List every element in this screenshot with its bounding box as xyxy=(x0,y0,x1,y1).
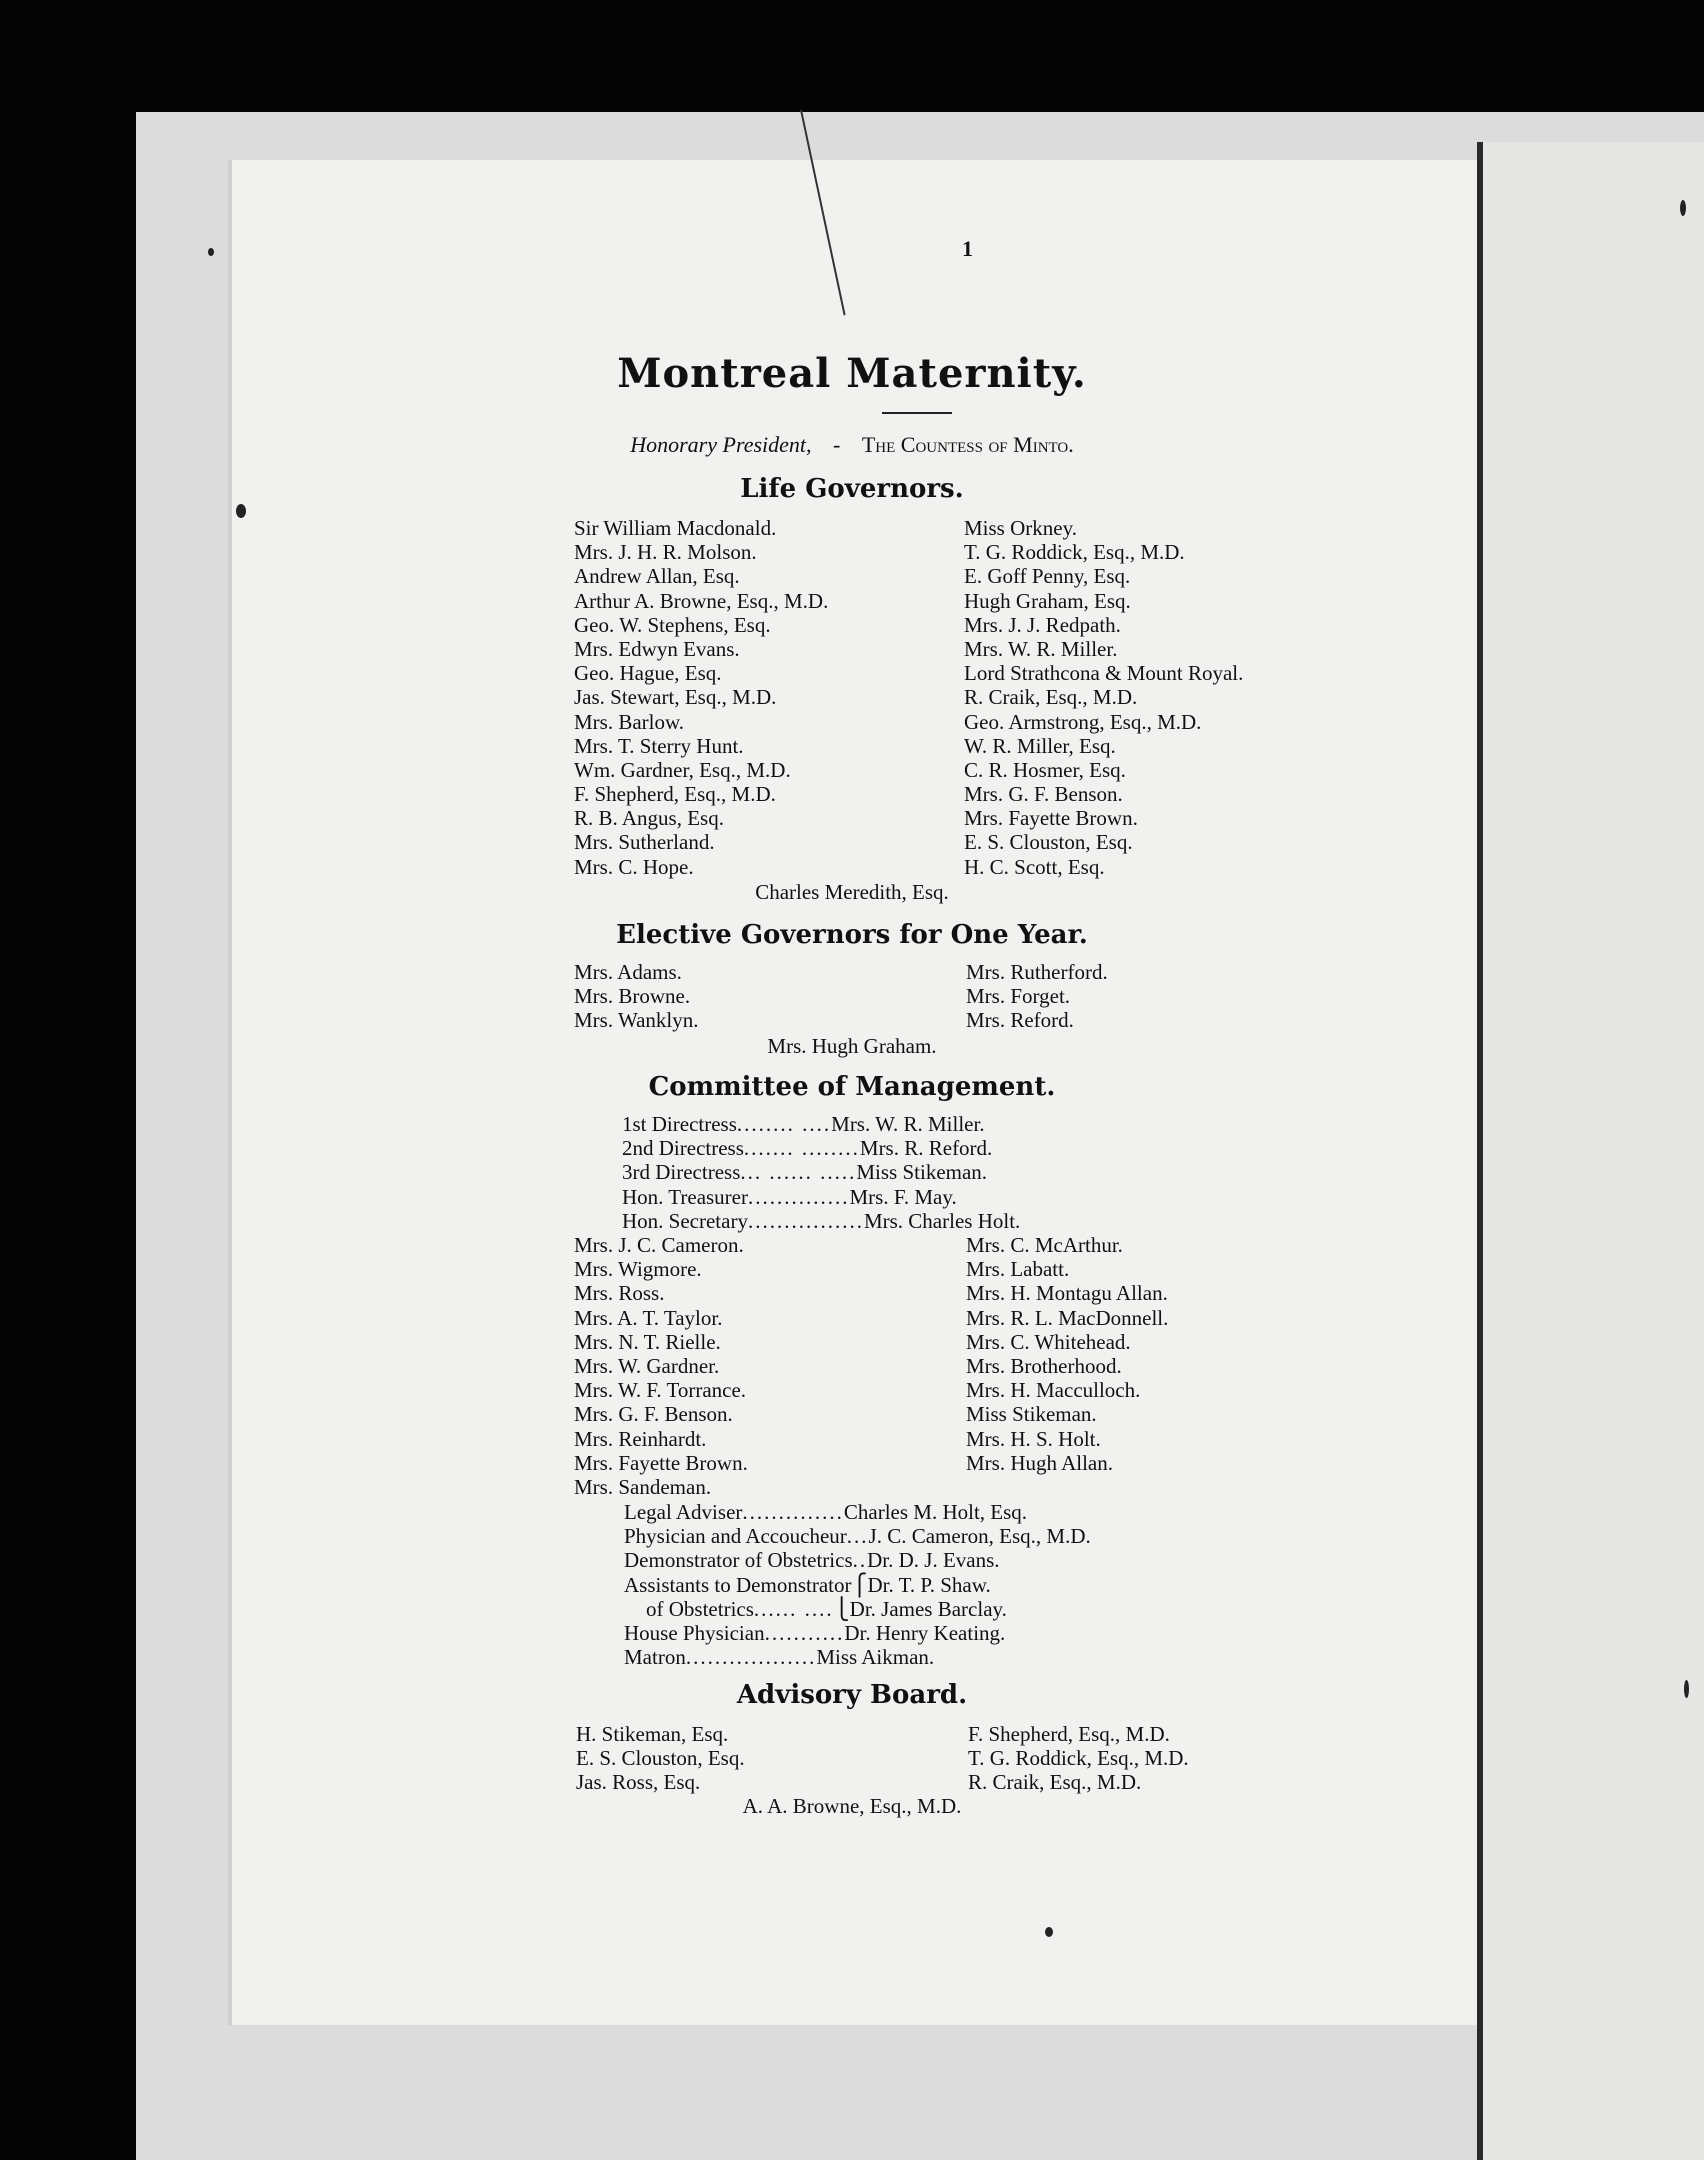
list-item: Mrs. Sandeman. xyxy=(574,1474,712,1499)
list-item: Mrs. H. S. Holt. xyxy=(966,1426,1101,1451)
officer-role: 2nd Directress xyxy=(622,1136,744,1161)
staff-name: Dr. D. J. Evans. xyxy=(867,1548,1000,1573)
page-title: Montreal Maternity. xyxy=(617,350,1087,397)
leader-dots: .............. xyxy=(748,1184,850,1209)
list-item: Mrs. J. J. Redpath. xyxy=(964,612,1121,637)
list-item: Mrs. Labatt. xyxy=(966,1257,1070,1282)
list-item: Mrs. W. R. Miller. xyxy=(964,636,1118,661)
page-mark: 1 xyxy=(962,236,973,261)
list-item: Mrs. H. Montagu Allan. xyxy=(966,1281,1168,1306)
advisory-board-left-list xyxy=(576,1722,745,1795)
list-item: Mrs. C. McArthur. xyxy=(966,1233,1123,1257)
list-item: Geo. W. Stephens, Esq. xyxy=(574,612,771,637)
officer-name: Mrs. R. Reford. xyxy=(859,1136,993,1161)
list-item: Mrs. T. Sterry Hunt. xyxy=(574,733,744,758)
advisory-board-right-list xyxy=(968,1722,1189,1795)
list-item: Miss Stikeman. xyxy=(966,1402,1097,1427)
list-item: Miss Orkney. xyxy=(964,516,1077,540)
leader-dots: .............. xyxy=(742,1500,844,1524)
leader-dots: ...... .... xyxy=(753,1596,834,1621)
officer-name: Mrs. F. May. xyxy=(849,1184,957,1209)
list-item: Mrs. G. F. Benson. xyxy=(574,1402,733,1427)
list-item: Mrs. Fayette Brown. xyxy=(964,806,1138,831)
committee-staff xyxy=(624,1500,1091,1669)
officer-role: 3rd Directress xyxy=(622,1160,741,1185)
committee-left-list xyxy=(574,1233,748,1499)
list-item: R. B. Angus, Esq. xyxy=(574,806,724,831)
list-item: Geo. Hague, Esq. xyxy=(574,661,722,686)
list-item: Mrs. Sutherland. xyxy=(574,830,715,855)
list-item: Mrs. Hugh Allan. xyxy=(966,1450,1113,1475)
staff-row xyxy=(624,1645,1091,1669)
list-item: Mrs. Wigmore. xyxy=(574,1257,702,1282)
officer-row xyxy=(622,1209,1020,1233)
list-item: Hugh Graham, Esq. xyxy=(964,588,1131,613)
list-item: Mrs. W. Gardner. xyxy=(574,1353,720,1378)
staff-name: Dr. James Barclay. xyxy=(849,1596,1007,1621)
list-item: T. G. Roddick, Esq., M.D. xyxy=(968,1746,1189,1771)
staff-role: Demonstrator of Obstetrics xyxy=(624,1548,853,1573)
elective-governors-left-list xyxy=(574,960,699,1033)
officer-row xyxy=(622,1185,1020,1209)
officer-role: Hon. Secretary xyxy=(622,1208,748,1233)
life-governors-centered-name: Charles Meredith, Esq. xyxy=(755,880,949,904)
list-item: Mrs. H. Macculloch. xyxy=(966,1378,1141,1403)
title-rule xyxy=(882,412,952,414)
leader-dots: ................ xyxy=(747,1208,864,1233)
life-governors-left-list xyxy=(574,516,828,879)
list-item: Mrs. Fayette Brown. xyxy=(574,1450,748,1475)
leader-dots: .. xyxy=(852,1548,868,1573)
list-item: Wm. Gardner, Esq., M.D. xyxy=(574,757,791,782)
list-item: H. C. Scott, Esq. xyxy=(964,854,1105,879)
scan-speck xyxy=(1045,1927,1053,1937)
staff-role: Assistants to Demonstrator xyxy=(624,1572,852,1597)
staff-name: Charles M. Holt, Esq. xyxy=(843,1500,1028,1524)
list-item: C. R. Hosmer, Esq. xyxy=(964,757,1126,782)
staff-role: House Physician xyxy=(624,1620,765,1645)
honorary-president-line xyxy=(0,432,1704,458)
staff-role: Physician and Accoucheur xyxy=(624,1524,847,1549)
staff-role: of Obstetrics xyxy=(646,1596,754,1621)
officer-name: Miss Stikeman. xyxy=(856,1160,988,1185)
staff-row xyxy=(624,1548,1091,1572)
list-item: Mrs. J. C. Cameron. xyxy=(574,1233,744,1257)
list-item: Jas. Stewart, Esq., M.D. xyxy=(574,685,777,710)
scan-speck xyxy=(1680,200,1686,216)
staff-name: Miss Aikman. xyxy=(816,1645,935,1670)
leader-dots: ........ .... xyxy=(736,1112,832,1136)
list-item: Mrs. Browne. xyxy=(574,984,691,1009)
list-item: F. Shepherd, Esq., M.D. xyxy=(968,1722,1170,1746)
elective-governors-right-list xyxy=(966,960,1108,1033)
list-item: Mrs. Forget. xyxy=(966,984,1071,1009)
list-item: Mrs. N. T. Rielle. xyxy=(574,1329,721,1354)
list-item: Mrs. Wanklyn. xyxy=(574,1008,699,1033)
staff-row xyxy=(624,1500,1091,1524)
officer-row xyxy=(622,1112,1020,1136)
list-item: R. Craik, Esq., M.D. xyxy=(964,685,1138,710)
list-item: Mrs. Rutherford. xyxy=(966,960,1108,984)
list-item: R. Craik, Esq., M.D. xyxy=(968,1770,1142,1795)
honorary-president-separator: - xyxy=(833,432,841,457)
list-item: H. Stikeman, Esq. xyxy=(576,1722,729,1746)
committee-officers xyxy=(622,1112,1020,1233)
list-item: Mrs. Edwyn Evans. xyxy=(574,636,740,661)
scan-speck xyxy=(236,504,246,518)
officer-role: Hon. Treasurer xyxy=(622,1184,748,1209)
list-item: Mrs. W. F. Torrance. xyxy=(574,1378,747,1403)
officer-role: 1st Directress xyxy=(622,1112,737,1136)
staff-name: Dr. Henry Keating. xyxy=(844,1620,1006,1645)
elective-governors-centered-name: Mrs. Hugh Graham. xyxy=(767,1034,937,1058)
staff-row xyxy=(624,1573,1091,1597)
list-item: E. Goff Penny, Esq. xyxy=(964,564,1131,589)
list-item: Mrs. A. T. Taylor. xyxy=(574,1305,723,1330)
list-item: E. S. Clouston, Esq. xyxy=(576,1746,745,1771)
list-item: Mrs. C. Whitehead. xyxy=(966,1329,1131,1354)
advisory-board-heading: Advisory Board. xyxy=(736,1680,968,1710)
leader-dots: .................. xyxy=(685,1645,817,1670)
life-governors-right-list xyxy=(964,516,1243,879)
leader-dots: ... ...... ..... xyxy=(740,1160,857,1185)
committee-right-list xyxy=(966,1233,1168,1475)
elective-governors-heading: Elective Governors for One Year. xyxy=(616,920,1088,950)
list-item: Mrs. Reford. xyxy=(966,1008,1074,1033)
list-item: Mrs. J. H. R. Molson. xyxy=(574,540,757,565)
list-item: W. R. Miller, Esq. xyxy=(964,733,1116,758)
list-item: Mrs. Reinhardt. xyxy=(574,1426,707,1451)
officer-name: Mrs. Charles Holt. xyxy=(863,1208,1021,1233)
officer-name: Mrs. W. R. Miller. xyxy=(831,1112,985,1136)
life-governors-heading: Life Governors. xyxy=(740,474,964,504)
list-item: Mrs. Ross. xyxy=(574,1281,665,1306)
list-item: T. G. Roddick, Esq., M.D. xyxy=(964,540,1185,565)
list-item: E. S. Clouston, Esq. xyxy=(964,830,1133,855)
list-item: Mrs. Adams. xyxy=(574,960,682,984)
list-item: Geo. Armstrong, Esq., M.D. xyxy=(964,709,1202,734)
committee-heading: Committee of Management. xyxy=(648,1072,1056,1102)
list-item: Arthur A. Browne, Esq., M.D. xyxy=(574,588,829,613)
brace-mark: ⎧ xyxy=(851,1572,868,1597)
list-item: Jas. Ross, Esq. xyxy=(576,1770,701,1795)
list-item: Andrew Allan, Esq. xyxy=(574,564,740,589)
list-item: Mrs. Barlow. xyxy=(574,709,685,734)
staff-role: Matron xyxy=(624,1645,686,1670)
scan-speck xyxy=(1684,1680,1689,1698)
brace-mark: ⎩ xyxy=(833,1596,850,1621)
leader-dots: ........... xyxy=(764,1620,845,1645)
scan-speck xyxy=(208,248,214,256)
leader-dots: ....... ........ xyxy=(743,1136,860,1161)
advisory-board-centered-name: A. A. Browne, Esq., M.D. xyxy=(742,1794,962,1818)
list-item: Mrs. Brotherhood. xyxy=(966,1353,1122,1378)
list-item: Mrs. R. L. MacDonnell. xyxy=(966,1305,1169,1330)
list-item: F. Shepherd, Esq., M.D. xyxy=(574,782,776,807)
honorary-president-label: Honorary President, xyxy=(630,432,812,457)
list-item: Mrs. G. F. Benson. xyxy=(964,782,1123,807)
staff-row xyxy=(624,1621,1091,1645)
honorary-president-name: The Countess of Minto. xyxy=(861,432,1074,457)
staff-role: Legal Adviser xyxy=(624,1500,743,1524)
list-item: Lord Strathcona & Mount Royal. xyxy=(964,661,1244,686)
officer-row xyxy=(622,1160,1020,1184)
list-item: Mrs. C. Hope. xyxy=(574,854,694,879)
officer-row xyxy=(622,1136,1020,1160)
staff-row xyxy=(624,1597,1091,1621)
staff-name: Dr. T. P. Shaw. xyxy=(867,1572,991,1597)
staff-row xyxy=(624,1524,1091,1548)
staff-name: J. C. Cameron, Esq., M.D. xyxy=(868,1524,1091,1549)
list-item: Sir William Macdonald. xyxy=(574,516,777,540)
leader-dots: ... xyxy=(846,1524,869,1549)
